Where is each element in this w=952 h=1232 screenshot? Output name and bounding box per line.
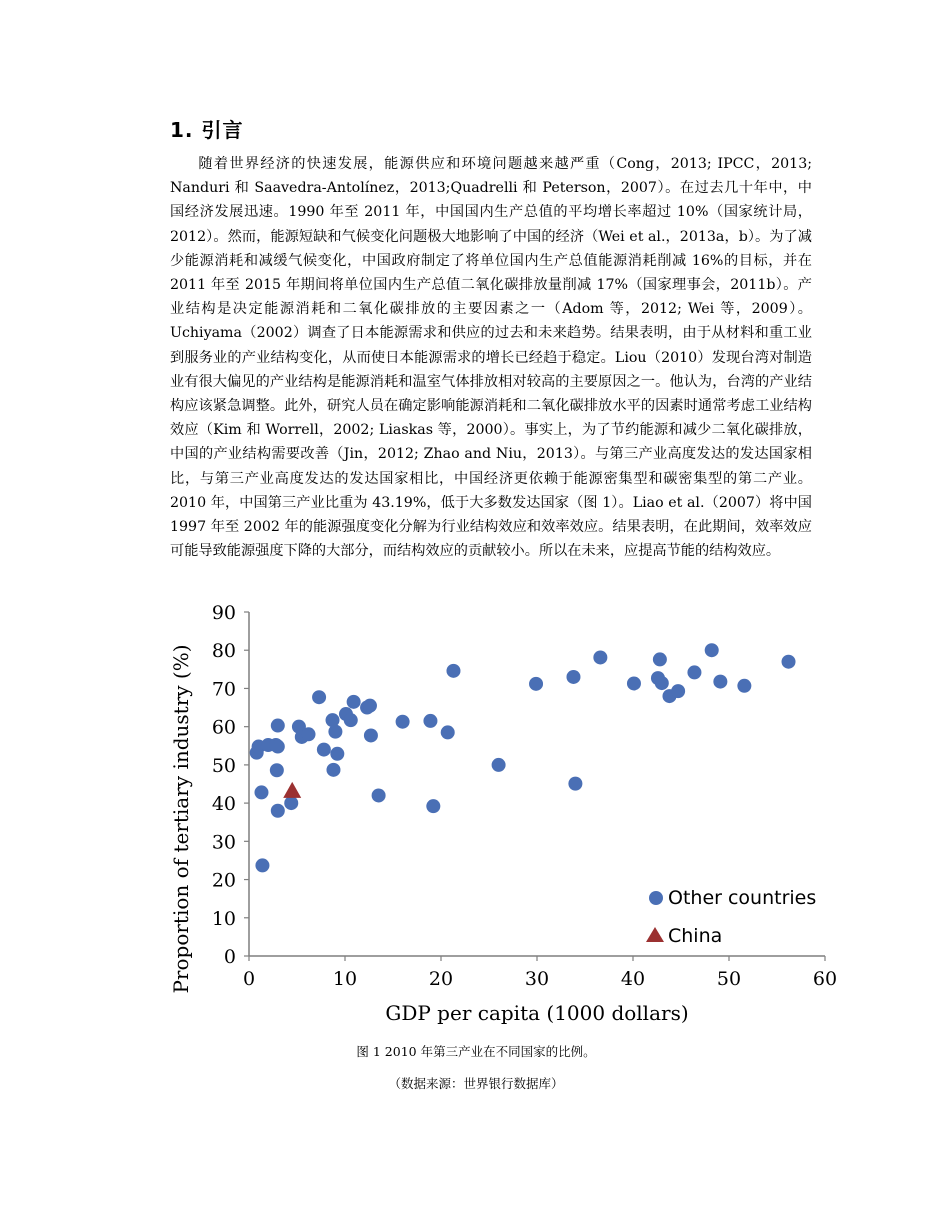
legend-label-other: Other countries (668, 887, 817, 909)
data-point-china (283, 782, 301, 798)
x-tick-label: 0 (242, 968, 256, 990)
data-point-other (627, 676, 641, 690)
data-point-other (568, 777, 582, 791)
data-point-other (326, 763, 340, 777)
data-point-other (363, 699, 377, 713)
data-point-other (302, 727, 316, 741)
data-point-other (492, 758, 506, 772)
data-point-other (671, 684, 685, 698)
data-point-other (593, 650, 607, 664)
legend-marker-china (646, 927, 664, 942)
x-tick-label: 20 (428, 968, 454, 990)
data-point-other (446, 664, 460, 678)
data-point-other (347, 695, 361, 709)
data-point-other (254, 785, 268, 799)
data-point-other (330, 747, 344, 761)
data-point-other (312, 690, 326, 704)
section-heading: 1. 引言 (170, 118, 244, 142)
x-tick-label: 60 (812, 968, 838, 990)
x-tick-label: 30 (524, 968, 550, 990)
figure-source: （数据来源：世界银行数据库） (388, 1076, 564, 1091)
data-point-other (284, 796, 298, 810)
x-tick-label: 10 (332, 968, 358, 990)
y-tick-label: 0 (223, 946, 236, 968)
data-point-other (271, 804, 285, 818)
y-tick-label: 40 (211, 793, 236, 816)
y-tick-label: 50 (211, 754, 236, 777)
y-tick-label: 20 (211, 869, 236, 892)
data-point-other (344, 713, 358, 727)
data-point-other (423, 714, 437, 728)
legend-label-china: China (668, 925, 723, 947)
y-tick-label: 80 (211, 640, 236, 663)
data-point-other (653, 652, 667, 666)
scatter-chart (160, 596, 840, 1036)
data-point-other (441, 725, 455, 739)
x-axis-label: GDP per capita (1000 dollars) (385, 1001, 689, 1025)
chart-points (250, 643, 796, 872)
data-point-other (372, 788, 386, 802)
data-point-other (426, 799, 440, 813)
x-tick-label: 50 (716, 968, 742, 990)
data-point-other (655, 676, 669, 690)
legend-marker-other (649, 891, 663, 905)
chart-ticks (212, 602, 837, 990)
paragraph-text: 随着世界经济的快速发展，能源供应和环境问题越来越严重（Cong，2013; IPCC，2013; Nanduri 和 Saavedra-Antolínez，2013;Quadrelli 和 Peterson，2007）。在过去几十年中，中国经济发展迅速。1990 年至 2011 年，中国国内生产总值的平均增长率超过 10%（国家统计局，2012）。然而，能源短缺和气候变化问题极大地影响了中国的经济（Wei et al.，2013a，b）。为了减少能源消耗和减缓气候变化，中国政府制定了将单位国内生产总值能源消耗削减 16%的目标，并在 2011 年至 2015 年期间将单位国内生产总值二氧化碳排放量削减 17%（国家理事会，2011b）。产业结构是决定能源消耗和二氧化碳排放的主要因素之一（Adom 等，2012; Wei 等，2009）。Uchiyama（2002）调查了日本能源需求和供应的过去和未来趋势。结果表明，由于从材料和重工业到服务业的产业结构变化，从而使日本能源需求的增长已经趋于稳定。Liou（2010）发现台湾对制造业有很大偏见的产业结构是能源消耗和温室气体排放相对较高的主要原因之一。他认为，台湾的产业结构应该紧急调整。此外，研究人员在确定影响能源消耗和二氧化碳排放水平的因素时通常考虑工业结构效应（Kim 和 Worrell，2002; Liaskas 等，2000）。事实上，为了节约能源和减少二氧化碳排放，中国的产业结构需要改善（Jin，2012; Zhao and Niu，2013）。与第三产业高度发达的发达国家相比，与第三产业高度发达的发达国家相比，中国经济更依赖于能源密集型和碳密集型的第二产业。2010 年，中国第三产业比重为 43.19%，低于大多数发达国家（图 1）。Liao et al.（2007）将中国 1997 年至 2002 年的能源强度变化分解为行业结构效应和效率效应。结果表明，在此期间，效率效应可能导致能源强度下降的大部分，而结构效应的贡献较小。所以在未来，应提高节能的结构效应。 (170, 156, 812, 560)
data-point-other (529, 677, 543, 691)
y-tick-label: 90 (211, 602, 236, 624)
data-point-other (713, 675, 727, 689)
figure-caption: 图 1 2010 年第三产业在不同国家的比例。 (356, 1044, 596, 1059)
data-point-other (270, 763, 284, 777)
data-point-other (396, 715, 410, 729)
data-point-other (328, 725, 342, 739)
data-point-other (737, 679, 751, 693)
y-tick-label: 30 (211, 831, 236, 854)
y-tick-label: 60 (211, 716, 236, 739)
data-point-other (782, 655, 796, 669)
data-point-other (364, 728, 378, 742)
y-tick-label: 70 (211, 678, 236, 701)
data-point-other (566, 670, 580, 684)
y-axis-label: Proportion of tertiary industry (%) (169, 644, 193, 994)
data-point-other (705, 643, 719, 657)
data-point-other (271, 719, 285, 733)
x-tick-label: 40 (620, 968, 646, 990)
data-point-other (271, 740, 285, 754)
data-point-other (255, 858, 269, 872)
data-point-other (687, 665, 701, 679)
chart-legend (646, 887, 816, 947)
data-point-other (317, 743, 331, 757)
intro-paragraph (170, 152, 812, 563)
y-tick-label: 10 (211, 907, 236, 930)
